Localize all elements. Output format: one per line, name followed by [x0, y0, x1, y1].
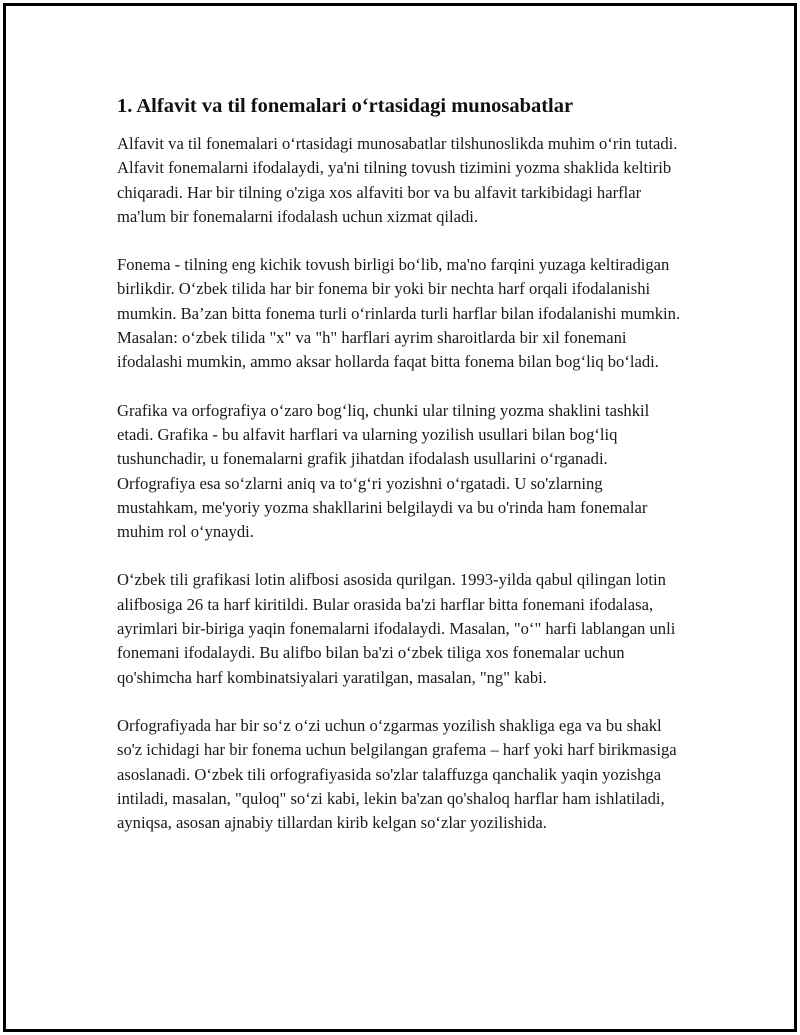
paragraph-4: O‘zbek tili grafikasi lotin alifbosi asosida qurilgan. 1993-yilda qabul qilingan lotin alifbosiga 26 ta harf kiritildi. Bular orasida ba'zi harflar bitta fonemani ifodalasa, ayrimlari bir-biriga yaqin fonemalarni ifodalaydi. Masalan, "o‘" harfi lablangan unli fonemani ifodalaydi. Bu alifbo bilan ba'zi o‘zbek tiliga xos fonemalar uchun qo'shimcha harf kombinatsiyalari yaratilgan, masalan, "ng" kabi.	[117, 570, 676, 687]
paragraph-2: Fonema - tilning eng kichik tovush birligi bo‘lib, ma'no farqini yuzaga keltiradigan birlikdir. O‘zbek tilida har bir fonema bir yoki bir nechta harf orqali ifodalanishi mumkin. Ba’zan bitta fonema turli o‘rinlarda turli harflar bilan ifodalanishi mumkin. Masalan: o‘zbek tilida "x" va "h" harflari ayrim sharoitlarda bir xil fonemani ifodalashi mumkin, ammo aksar hollarda faqat bitta fonema bilan bog‘liq bo‘ladi.	[117, 255, 681, 372]
paragraph-5: Orfografiyada har bir so‘z o‘zi uchun o‘zgarmas yozilish shakliga ega va bu shakl so'z ichidagi har bir fonema uchun belgilangan grafema – harf yoki harf birikmasiga asoslanadi. O‘zbek tili orfografiyasida so'zlar talaffuzga qanchalik yaqin yozishga intiladi, masalan, "quloq" so‘zi kabi, lekin ba'zan qo'shaloq harflar ham ishlatiladi, ayniqsa, asosan ajnabiy tillardan kirib kelgan so‘zlar yozilishida.	[117, 715, 677, 833]
paragraph-3: Grafika va orfografiya o‘zaro bog‘liq, chunki ular tilning yozma shaklini tashkil etadi. Grafika - bu alfavit harflari va ularning yozilish usullari bilan bog‘liq tushunchadir, u fonemalarni grafik jihatdan ifodalash usullarini o‘rganadi. Orfografiya esa so‘zlarni aniq va to‘g‘ri yozishni o‘rgatadi. U so'zlarning mustahkam, me'yoriy yozma shakllarini belgilaydi va bu o'rinda ham fonemalar muhim rol o‘ynaydi.	[117, 400, 650, 542]
paragraph-1: Alfavit va til fonemalari o‘rtasidagi munosabatlar tilshunoslikda muhim o‘rin tutadi. Alfavit fonemalarni ifodalaydi, ya'ni tilning tovush tizimini yozma shaklida keltirib chiqaradi. Har bir tilning o'ziga xos alfaviti bor va bu alfavit tarkibidagi harflar ma'lum bir fonemalarni ifodalash uchun xizmat qiladi.	[117, 134, 678, 226]
document-body	[117, 92, 683, 859]
section-heading: 1. Alfavit va til fonemalari o‘rtasidagi munosabatlar	[117, 95, 574, 117]
